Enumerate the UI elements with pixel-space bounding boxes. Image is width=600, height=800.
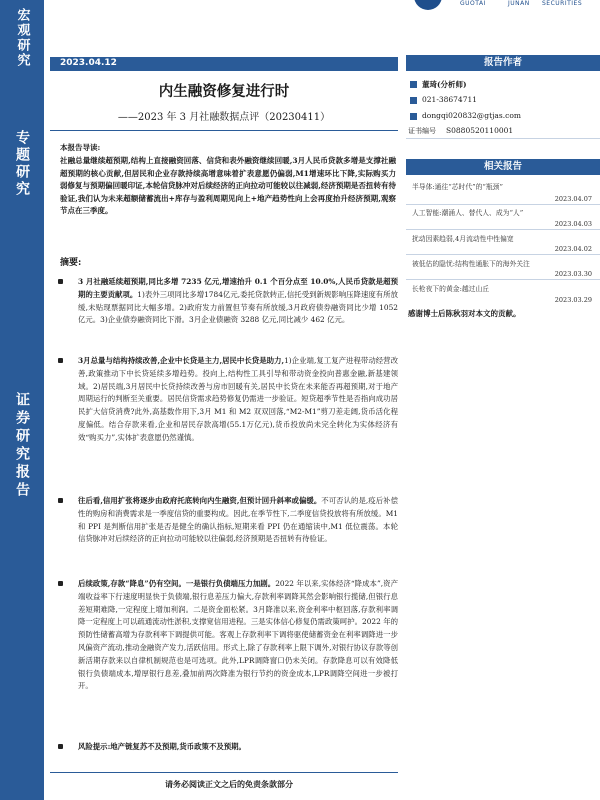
abstract-bullet-3 <box>58 495 398 546</box>
related-divider <box>406 204 600 205</box>
logo-text-guotai: GUOTAI <box>460 0 486 7</box>
related-divider <box>406 254 600 255</box>
abstract-bullet-4 <box>58 578 398 693</box>
phone-icon <box>410 97 417 104</box>
related-divider <box>406 279 600 280</box>
cert-label: 证书编号 <box>408 127 436 135</box>
disclaimer-footer: 请务必阅读正文之后的免责条款部分 <box>165 779 293 789</box>
bullet-icon <box>58 744 63 749</box>
footer-divider <box>50 772 398 773</box>
bullet-body: 1)表外三项同比多增1784亿元,委托贷款转正,信托受到新规影响压降速度有所放缓,未贴现票据同比大幅多增。2)政府发力前置但节奏有所放缓,3月政府债券融资同比少增 1052 亿元。3)企业债券融资同比下滑。3月企业债融资 3288 亿元,同比减少 462 亿元。 <box>78 289 398 325</box>
bullet-lead: 风险提示:地产链复苏不及预期,货币政策不及预期。 <box>78 742 246 751</box>
related-date-2: 2023.04.03 <box>554 220 592 228</box>
bullet-icon <box>58 498 63 503</box>
related-report-1[interactable]: 半导体:通往“芯时代”的“瓶颈” <box>412 183 503 191</box>
abstract-bullet-1 <box>58 276 398 327</box>
author-email[interactable]: dongqi020832@gtjas.com <box>422 111 521 120</box>
author-header: 报告作者 <box>406 55 600 71</box>
related-header: 相关报告 <box>406 159 600 175</box>
bullet-lead: 往后看,信用扩张将逐步由政府托底转向内生融资,但预计回升斜率或偏缓。 <box>78 496 322 505</box>
report-subtitle: ——2023 年 3 月社融数据点评（20230411） <box>117 112 331 123</box>
report-title: 内生融资修复进行时 <box>158 83 290 100</box>
person-icon <box>410 81 417 88</box>
bullet-lead: 3月总量与结构持续改善,企业中长贷是主力,居民中长贷是助力, <box>78 356 285 365</box>
related-report-3[interactable]: 扰动因素趋弱,4月流动性中性偏宽 <box>412 235 514 243</box>
bullet-lead: 后续政策,存款“降息”仍有空间。一是银行负债端压力加剧。 <box>78 579 276 588</box>
bullet-icon <box>58 581 63 586</box>
bullet-icon <box>58 358 63 363</box>
bullet-lead: 3 月社融延续超预期,同比多增 7235 亿元,增速抬升 0.1 个百分点至 10.0%,人民币贷款是超预期的主要贡献项。 <box>78 277 398 299</box>
bullet-icon <box>58 279 63 284</box>
related-date-1: 2023.04.07 <box>554 195 592 203</box>
date-bar <box>50 57 398 71</box>
sidebar-section-report <box>0 392 44 500</box>
logo-text-junan: JUNAN <box>508 0 530 7</box>
author-name: 董琦(分析师) <box>422 80 467 89</box>
brand-logo <box>410 0 600 12</box>
sidebar-section-report-label: 证券研究报告 <box>14 392 30 500</box>
related-date-3: 2023.04.02 <box>554 245 592 253</box>
title-divider <box>50 130 398 131</box>
related-date-4: 2023.03.30 <box>554 270 592 278</box>
related-report-5[interactable]: 长枪夜下的黄金:越过山丘 <box>412 285 490 293</box>
author-divider <box>406 138 600 139</box>
sidebar-section-special-label: 专题研究 <box>14 130 30 198</box>
bullet-body: 2022 年以来,实体经济“降成本”,资产端收益率下行速度明显快于负债端,银行息差压力偏大,存款利率调降其然会影响银行揽储,但银行息差短期难降,一定程度上增加利润。二是资金面松紧。3月降准以来,资金利率中枢回落,存款利率调降一定程度上可以疏通流动性淤积,支撑宽信用进程。三是实体信心修复仍需政策呵护。2022 年的预防性储蓄高增为存款利率下调提供可能。客观上存款利率下调将驱使储蓄资金在利率调降进一步风偏资产流动,推动金融资产发力,活跃信用。形式上,除了存款利率上限下调外,对银行协议存款等创新活期存款来以自律机制规范也是可选项。此外,LPR调降窗口仍未关闭。存款降息可以有效降低银行负债端成本,增厚银行息差,叠加前两次降准为银行节约的资金成本,LPR调降空间进一步被打开。 <box>78 579 399 691</box>
bullet-body: 1)企业端,复工复产进程带动经营改善,政策推动下中长贷延续多增趋势。投向上,结构性工具引导和带动资金投向普惠金融,新基建领域。2)居民端,3月居民中长贷持续改善与房市回暖有关,居民中长贷在未来能否再超预期,对于地产周期运行的判断至关重要。居民信贷需求趋势修复仍需进一步验证。短贷超季节性是否指向成功居民扩大信贷消费?此外,高基数作用下,3月 M1 和 M2 双双回落,“M2-M1”剪刀差走阔,货币活化程度偏低。结合存款来看,企业和居民存款高增(55.1万亿元),货币投放尚未完全转化为实体经济有效“购买力”,实体扩表意愿仍然谨慎。 <box>78 356 399 442</box>
related-report-4[interactable]: 被低估的隐忧:结构性通胀下的海外关注 <box>412 260 530 268</box>
sidebar-section-special <box>0 130 44 198</box>
sidebar-section-macro-label: 宏观研究 <box>14 8 30 68</box>
report-date: 2023.04.12 <box>60 58 117 68</box>
bullet-body: 不可否认的是,疫后补偿性的购房和消费需求是一季度信贷的重要构成。因此,在季节性下,二季度信贷投放将有所放缓。M1 和 PPI 是判断信用扩张是否是健全的确认指标,短期来看 PPI 仍在通缩读中,M1 低位震荡。本轮信贷脉冲对后续经济的正向拉动可能较以往偏弱,经济预期是否扭转有待验证。 <box>78 496 398 544</box>
acknowledgement: 感谢博士后陈秋羽对本文的贡献。 <box>408 309 521 318</box>
abstract-bullet-2 <box>58 355 398 445</box>
related-divider <box>406 229 600 230</box>
email-icon <box>410 113 417 120</box>
logo-mark-icon <box>414 0 442 10</box>
left-sidebar <box>0 0 44 800</box>
logo-text-securities: SECURITIES <box>542 0 583 7</box>
guide-text: 社融总量继续超预期,结构上直接融资回落、信贷和表外融资继续回暖,3月人民币贷款多增是支撑社融超预期的核心贡献,但居民和企业存款持续高增意味着扩表意愿仍偏弱,M1增速环比下降,实际购买力弱修复与预期偏回暖印证,本轮信贷脉冲对后续经济的正向拉动可能较以往减弱,经济预期是否扭转有待验证,我们认为未来超额储蓄流出+库存与盈利周期见向上+地产趋势性向上会再度抬升经济预期,观察节点在三季度。 <box>60 156 396 216</box>
abstract-label: 摘要: <box>60 258 82 268</box>
related-date-5: 2023.03.29 <box>554 296 592 304</box>
cert-number: S0880520110001 <box>446 126 514 135</box>
sidebar-section-macro <box>0 8 44 68</box>
abstract-bullet-5 <box>58 741 398 754</box>
author-phone: 021-38674711 <box>422 95 478 104</box>
related-report-2[interactable]: 人工智能:潮涌人、替代人、成为“人” <box>412 209 524 217</box>
guide-title: 本报告导读: <box>60 143 101 152</box>
